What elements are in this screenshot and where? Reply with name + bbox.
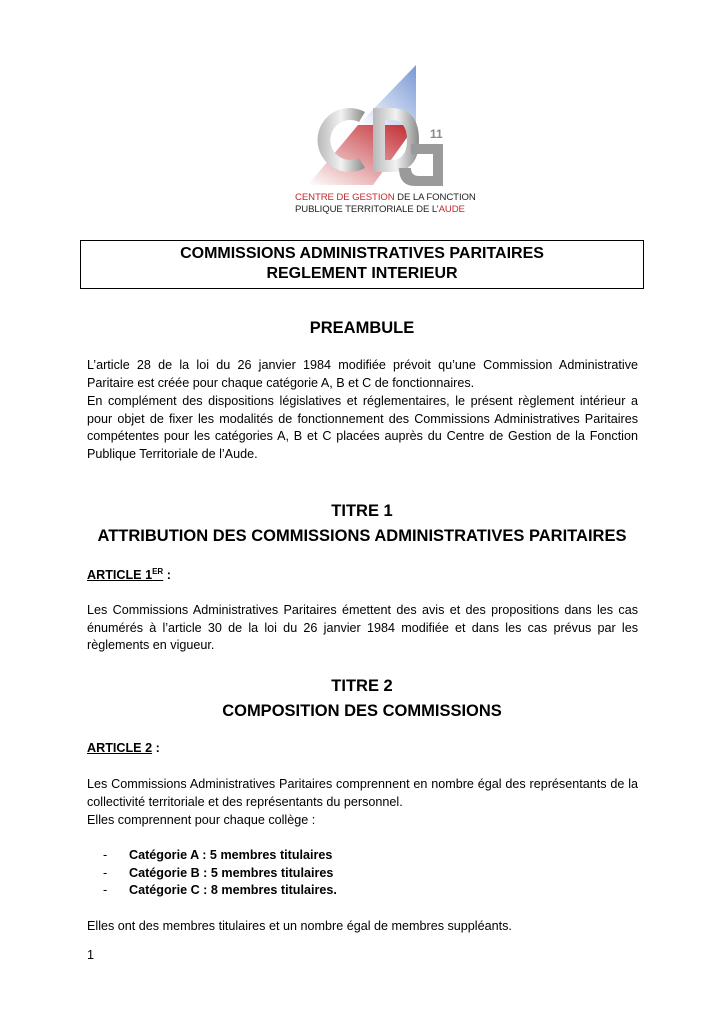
logo-graphic [283, 40, 453, 195]
preambule-paragraph-2: En complément des dispositions législatives et réglementaires, le présent règlement intérieur a pour objet de fixer les modalités de fonctionnement des Commissions Administratives Paritaires compétentes pour les catégories A, B et C placées auprès du Centre de Gestion de la Fonction Publique Territoriale de l’Aude. [87, 394, 638, 461]
title-line-2: REGLEMENT INTERIEUR [266, 265, 458, 282]
title-line-1: COMMISSIONS ADMINISTRATIVES PARITAIRES [180, 245, 544, 262]
article-1-paragraph: Les Commissions Administratives Paritaires émettent des avis et des propositions dans les cas énumérés à l’article 30 de la loi du 26 janvier 1984 modifiée et dans les cas prévus par les règlements en vigueur. [87, 603, 638, 653]
cdg11-logo [283, 40, 476, 222]
list-item [103, 847, 337, 865]
list-item-text: Catégorie B : 5 membres titulaires [129, 865, 334, 880]
article-1-label [87, 567, 171, 582]
article-2-text: ARTICLE 2 [87, 741, 153, 755]
caption-dark-1: DE LA FONCTION [394, 192, 476, 203]
caption-red-2: AUDE [438, 204, 465, 215]
article-2-label [87, 741, 160, 755]
article-2-paragraph-2: Elles comprennent pour chaque collège : [87, 813, 316, 827]
article-1-text: ARTICLE 1 [87, 568, 153, 583]
caption-dark-2: PUBLIQUE TERRITORIALE DE L’ [295, 204, 439, 215]
list-dash: - [103, 848, 108, 862]
logo-number: 11 [430, 127, 443, 141]
list-item-text: Catégorie A : 5 membres titulaires [129, 848, 333, 862]
titre2-subheading: COMPOSITION DES COMMISSIONS [222, 702, 502, 720]
article-2-suffix: : [152, 741, 160, 755]
titre1-heading: TITRE 1 [331, 502, 393, 520]
article-2-paragraph-1: Les Commissions Administratives Paritaires comprennent en nombre égal des représentants de la collectivité territoriale et des représentants du personnel. [87, 777, 638, 809]
list-item-text: Catégorie C : 8 membres titulaires. [129, 883, 337, 898]
titre2-heading: TITRE 2 [331, 677, 393, 695]
list-dash: - [103, 865, 108, 880]
page-number: 1 [87, 948, 95, 962]
list-dash: - [103, 883, 108, 898]
caption-red-1: CENTRE DE GESTION [295, 192, 395, 203]
categories-list [103, 847, 337, 900]
list-item [103, 882, 337, 900]
preambule-paragraph-1: L’article 28 de la loi du 26 janvier 1984 modifiée prévoit qu’une Commission Administrative Paritaire est créée pour chaque catégorie A, B et C de fonctionnaires. [87, 358, 638, 390]
document-title-box [80, 240, 644, 289]
titre1-subheading: ATTRIBUTION DES COMMISSIONS ADMINISTRATIVES PARITAIRES [97, 527, 627, 545]
logo-caption [295, 192, 476, 216]
list-item [103, 865, 337, 883]
preambule-heading: PREAMBULE [309, 319, 415, 337]
article-1-suffix: : [163, 568, 171, 583]
article-2-paragraph-3: Elles ont des membres titulaires et un nombre égal de membres suppléants. [87, 919, 512, 933]
article-1-sup: ER [152, 567, 164, 576]
